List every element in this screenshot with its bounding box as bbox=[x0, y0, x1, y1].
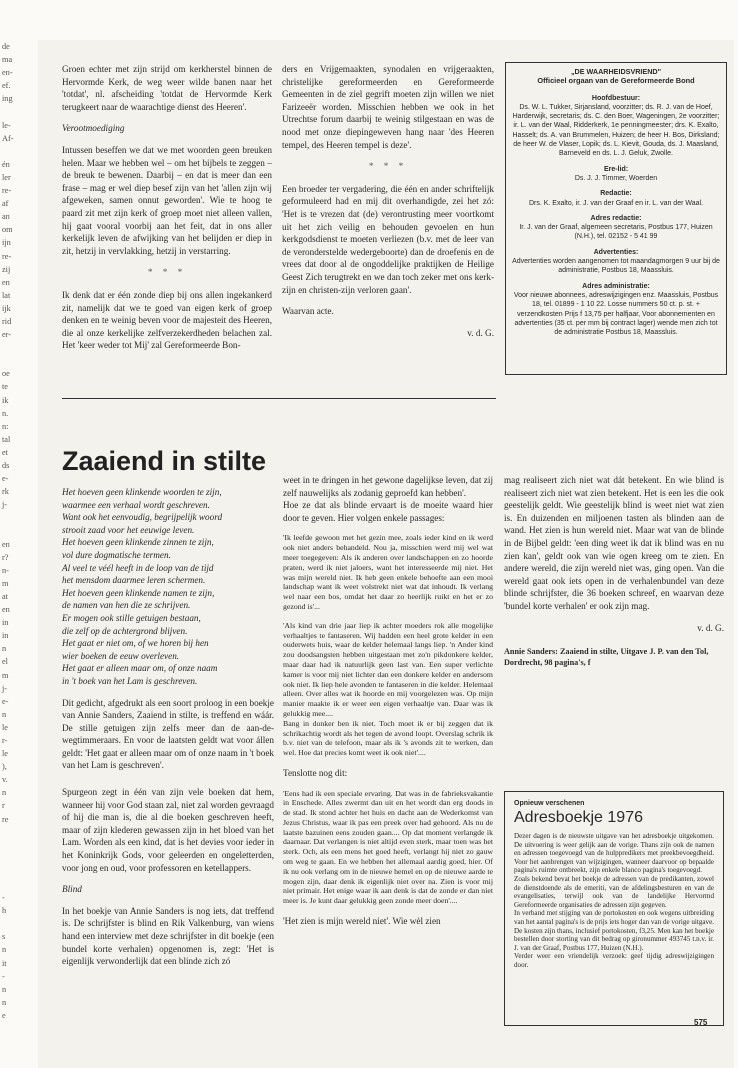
paragraph: Waarvan acte. bbox=[282, 306, 334, 317]
edge-fragment: ds bbox=[2, 461, 10, 470]
edge-fragment: h bbox=[2, 906, 7, 916]
paragraph: Spurgeon zegt in één van zijn vele boeken dat hem, wanneer hij voor God staan zal, niet zal worden gevraagd of hij die man is, die al die boeken geschreven heeft, maar of zijn klederen gewassen zijn in het bloed van het Lam. Worden als een kind, dat is het devies voor ieder in het Koninkrijk Gods, voor geleerden en ongeletterden, voor jong en oud, voor professoren en ketellappers. bbox=[62, 787, 274, 873]
subheading: Verootmoediging bbox=[62, 123, 125, 134]
edge-fragment: m bbox=[2, 670, 9, 680]
edge-fragment: zij bbox=[2, 264, 11, 274]
edge-fragment: tal bbox=[2, 434, 11, 444]
paragraph: Dezer dagen is de nieuwste uitgave van het adresboekje uitgekomen. De uitvoering is weer gelijk aan de vorige. Thans zijn ook de namen en adressen toegevoegd van de hulppredikers met preekbevoegdheid. Voor het aanbrengen van wijzigingen, wanneer daarvoor op bepaalde pagina's ruimte ontbreekt, zijn enkele blanco pagina's toegevoegd. bbox=[514, 832, 714, 875]
article-title: Zaaiend in stilte bbox=[62, 446, 267, 476]
article-column-1 bbox=[62, 486, 274, 977]
masthead-heading: Redactie: bbox=[600, 190, 632, 198]
edge-fragment: n bbox=[2, 709, 7, 719]
edge-fragment: ma bbox=[2, 55, 13, 65]
edge-fragment: n: bbox=[2, 421, 9, 431]
edge-fragment: Af- bbox=[2, 133, 14, 143]
edge-fragment: n bbox=[2, 644, 7, 654]
top-column-2 bbox=[282, 63, 494, 339]
edge-fragment: ijk bbox=[2, 303, 11, 313]
edge-fragment: n. bbox=[2, 408, 9, 418]
masthead-text: Advertenties worden aangenomen tot maandagmorgen 9 uur bij de administratie, Postbus 18, Maassluis. bbox=[512, 258, 720, 275]
edge-fragment: af bbox=[2, 199, 9, 209]
poem-line: de namen van hen die ze schrijven. bbox=[62, 600, 191, 611]
edge-fragment: s bbox=[2, 932, 6, 942]
masthead-box bbox=[505, 62, 727, 375]
edge-fragment bbox=[0, 354, 30, 367]
edge-fragment bbox=[0, 826, 30, 839]
poem-line: vol dure dogmatische termen. bbox=[62, 549, 171, 560]
poem-line: Er mogen ook stille getuigen bestaan, bbox=[62, 612, 201, 623]
poem bbox=[62, 486, 274, 688]
article-column-3 bbox=[504, 474, 724, 668]
paragraph: ders en Vrijgemaakten, synodalen en vrijgeraakten, christelijke gereformeerden en Gereformeerde Gemeenten in de ziel gegrift moeten zijn willen we niet Farizeeër worden. Misschien hebben we ook in het Utrechtse forum daarbij te weinig stilgestaan en was de nood met onze diepingeweven hang naar 'des Heeren tempel, des Heeren tempel is deze'. bbox=[282, 64, 494, 150]
column-rule bbox=[62, 398, 496, 399]
masthead-text: Ds. W. L. Tukker, Sirjansland, voorzitter; ds. R. J. van de Hoef, Harderwijk, secretaris; ds. C. den Boer, Wageningen, 2e voorzitter; ir. L. van der Waal, Ridderkerk, 1e penningmeester; drs. K. Exalto, Hasselt; ds. A. van Brummelen, Huizen; de heer H. Bos, Dirksland; de heer W. de Vlaser, Lopik; ds. L. Kievit, Gouda, ds. J. Maasland, Barneveld en ds. L. J. Geluk, Zwolle. bbox=[512, 103, 720, 158]
paragraph: Ik denk dat er één zonde diep bij ons allen ingekankerd zit, namelijk dat we te goed van eigen kerk of groep denken en te weinig beven voor de majesteit des Heeren, die al onze kerkelijke zelfverzekerdheden belachen zal. Het 'keer weder tot Mij' zal Gereformeerde Bon- bbox=[62, 289, 272, 351]
edge-fragment: re- bbox=[2, 186, 12, 196]
masthead-heading: Ere-lid: bbox=[603, 165, 629, 173]
edge-fragment bbox=[0, 878, 30, 891]
edge-fragment: te bbox=[2, 382, 8, 392]
edge-fragment: r- bbox=[2, 735, 8, 745]
poem-line: Want ook het eenvoudig, begrijpelijk woord bbox=[62, 512, 223, 523]
poem-line: die zelf op de achtergrond blijven. bbox=[62, 625, 188, 636]
paragraph: Groen echter met zijn strijd om kerkherstel binnen de Hervormde Kerk, de weg weer wilde banen naar het 'totdat', nl. afscheiding 'totdat de Hervormde Kerk terugkeert naar de waarachtige dienst des Heeren'. bbox=[62, 64, 272, 112]
edge-fragment: in bbox=[2, 618, 9, 628]
edge-fragment bbox=[0, 524, 30, 537]
edge-fragment: j- bbox=[2, 683, 8, 693]
edge-fragment: in bbox=[2, 631, 9, 641]
edge-fragment: m bbox=[2, 578, 9, 588]
edge-fragment: et bbox=[2, 447, 8, 457]
edge-fragment: at bbox=[2, 591, 8, 601]
poem-line: Het gaat er niet om, of we horen bij hen bbox=[62, 638, 209, 649]
poem-line: het mensdom daarmee leren schermen. bbox=[62, 575, 206, 586]
masthead-heading: Advertenties: bbox=[593, 248, 639, 256]
edge-fragment: e- bbox=[2, 474, 9, 484]
edge-fragment: en- bbox=[2, 68, 13, 78]
subheading: Blind bbox=[62, 884, 82, 895]
edge-fragment: - bbox=[2, 893, 5, 903]
edge-fragment bbox=[0, 917, 30, 930]
adresboekje-title: Adresboekje 1976 bbox=[514, 809, 643, 826]
paragraph: Verder weer een vriendelijk verzoek: geef tijdig adreswijzigingen door. bbox=[514, 952, 714, 969]
edge-fragment bbox=[0, 839, 30, 852]
signature: v. d. G. bbox=[697, 622, 724, 633]
adjacent-page-edge bbox=[0, 40, 30, 1060]
edge-fragment: le bbox=[2, 749, 8, 759]
top-column-1 bbox=[62, 63, 272, 361]
edge-fragment: - bbox=[2, 971, 5, 981]
edge-fragment: re- bbox=[2, 251, 12, 261]
section-divider: * * * bbox=[368, 161, 408, 172]
quote: Bang in donker ben ik niet. Toch moet ik er bij zeggen dat ik schrikachtig wordt als het tegen de avond loopt. Overslag schrik ik b.v. niet van de telefoon, maar als ik 's avonds zit te werken, dan wel. Hoe dat precies komt weet ik ook niet'.... bbox=[283, 718, 493, 758]
masthead-text: Voor nieuwe abonnees, adreswijzigingen enz. Maassluis, Postbus 18, tel. 01899 - 1 10 22. Losse nummers 50 ct. p. st. + verzendkosten Prijs f 13,75 per halfjaar, Voor abonnementen en advertenties (35 ct. per mm bij contract lager) wende men zich tot de administratie Postbus 18, Maassluis. bbox=[513, 291, 719, 337]
edge-fragment: ik bbox=[2, 395, 9, 405]
edge-fragment: le bbox=[2, 722, 8, 732]
masthead-title: „DE WAARHEIDSVRIEND" bbox=[570, 67, 662, 76]
quote: 'Ik leefde gewoon met het gezin mee, zoals ieder kind en ik werd ook niet anders behandeld. Nou ja, misschien werd mij wel wat meer toegegeven: Als ik anderen over landschappen en zo hoorde praten, werd ik niet jaloers, want het interesseerde mij niet. Het was mijn wereld niet. Ik heb geen enkele behoefte aan een mooi landschap want ik weet volstrekt niet wat dat inhoudt. Ik verlang wel naar een bos, omdat het daar zo heerlijk ruikt en het er zo gezond is'... bbox=[283, 533, 493, 611]
edge-fragment: en bbox=[2, 539, 10, 549]
edge-fragment: de bbox=[2, 42, 10, 51]
paragraph: Een broeder ter vergadering, die één en ander schriftelijk geformuleerd had en mij dit overhandigde, zei het zó: 'Het is te vrezen dat (de) verontrusting meer voortkomt uit het zich veilig en behouden gevoelen en hun kerkgodsdienst te moeten verliezen (b.v. met de leer van de veronderstelde wedergeboorte) dan de droefenis en de vrees dat door al de ongoddelijke praktijken de Heilige Geest Zich terugtrekt en we dan toch zeker met ons kerk-zijn en christen-zijn verloren gaan'. bbox=[282, 183, 494, 295]
edge-fragment: r? bbox=[2, 552, 9, 562]
edge-fragment bbox=[0, 852, 30, 865]
poem-line: Het hoeven geen klinkende namen te zijn, bbox=[62, 587, 215, 598]
edge-fragment: n bbox=[2, 997, 7, 1007]
book-credit: Annie Sanders: Zaaiend in stilte, Uitgave J. P. van den Tol, Dordrecht, 98 pagina's, f bbox=[504, 647, 709, 668]
quote: 'Eens had ik een speciale ervaring. Dat was in de fabrieksvakantie in Enschede. Alles zwermt dan uit en het wordt dan erg doods in de stad. Ik stond achter het huis en dacht aan de Wederkomst van Jezus Christus, waar ik pas een preek over had gehoord. Als nu de laatste bazuinen eens zouden gaan.... Op dat moment verlangde ik daarnaar. Dat verlangen is niet altijd even sterk, maar toen was het sterk. Och, als een mens het goed heeft, verlangt hij niet zo gauw om weg te gaan. En we hebben het allemaal aardig goed, hier. Of ik nu ook verlang om in de nieuwe hemel en op de nieuwe aarde te mogen zijn, daar denk ik eigenlijk niet over na. Zien is voor mij niet primair. Het enige waar ik aan denk is dat de zonde er dan niet meer is. Je kunt daar gelukkig geen zonde meer doen'.... bbox=[283, 788, 493, 906]
edge-fragment bbox=[0, 341, 30, 354]
adresboekje-text bbox=[514, 832, 714, 970]
edge-fragment: ), bbox=[2, 762, 7, 772]
poem-line: wier boeken de eeuw overleven. bbox=[62, 650, 180, 661]
paragraph: Zoals bekend bevat het boekje de adressen van de predikanten, zowel de dienstdoende als de emeriti, van de afdelingsbesturen en van de evangelisaties, terwijl ook van de landelijke Hervormd Gereformeerde organisaties de adressen zijn gegeven. bbox=[514, 874, 714, 909]
edge-fragment bbox=[0, 145, 30, 158]
paragraph: mag realiseert zich niet wat dát betekent. En wie blind is realiseert zich niet wat zien betekent. Het is een les die ook geestelijk geldt. Wie geestelijk blind is weet niet wat zien is. En duizenden en miljoenen tasten als blinden aan de wand. Het zien is hun wereld niet. Maar wat van de blinde in de Bijbel geldt: 'een ding weet ik dat ik blind was en nu zien kan', geldt ook van wie ogen kreeg om te zien. En andere wereld, die zijn wereld niet was, ging open. Van die wereld gaat ook iets open in de verhalenbundel van deze blinde schrijfster, die 36 boeken schreef, en waarvan deze 'bundel korte verhalen' er ook zijn mag. bbox=[504, 475, 724, 611]
page-number: 575 bbox=[694, 1018, 708, 1027]
edge-fragment: ing bbox=[2, 94, 13, 104]
edge-fragment bbox=[0, 511, 30, 524]
paragraph: Dit gedicht, afgedrukt als een soort proloog in een boekje van Annie Sanders, Zaaiend in stilte, is treffend en wáár. De stille getuigen zijn zelfs meer dan de aan-de-wegtimmeraars. En voor de laatsten geldt wat voor állen geldt: 'Het gaat er alleen maar om of onze naam in 't boek van het Lam is geschreven'. bbox=[62, 697, 274, 771]
edge-fragment: n bbox=[2, 984, 7, 994]
edge-fragment: el bbox=[2, 657, 8, 667]
paragraph: Hoe ze dat als blinde ervaart is de moeite waard hier door te geven. Hier volgen enkele passages: bbox=[283, 500, 493, 523]
edge-fragment bbox=[0, 865, 30, 878]
edge-fragment: rk bbox=[2, 487, 9, 497]
edge-fragment bbox=[0, 105, 30, 118]
section-divider: * * * bbox=[147, 267, 187, 278]
quote: 'Als kind van drie jaar liep ik achter moeders rok alle mogelijke verhaaltjes te fantaseren. Wij hadden een heel grote kelder in een ouderwets huis, waar de kelder helemaal langs liep. 'n Ander kind zou doodsangsten hebben uitgestaan met zo'n pikdonkere kelder, maar daar had ik natuurlijk geen last van. Een super verlichte kamer is voor mij niet lichter dan een donkere kelder en andersom ook niet. Ik liep hele avonden te fantaseren in die kelder. Helemaal alleen. Over alles wat ik hoorde en mij voorgelezen was. Op mijn manier maakte ik er weer een eigen verhaaltje van. Daar was ik gelukkig mee.... bbox=[283, 620, 493, 718]
edge-fragment: e- bbox=[2, 696, 9, 706]
edge-fragment: én bbox=[2, 159, 10, 169]
edge-fragment: it bbox=[2, 958, 7, 968]
adresboekje-label: Opnieuw verschenen bbox=[514, 800, 585, 807]
edge-fragment: ler bbox=[2, 172, 11, 182]
masthead-text: Ir. J. van der Graaf, algemeen secretaris, Postbus 177, Huizen (N.H.), tel. 02152 - 5 41 99 bbox=[519, 224, 713, 241]
edge-fragment: n- bbox=[2, 565, 9, 575]
poem-line: in 't boek van het Lam is geschreven. bbox=[62, 675, 198, 686]
poem-line: Het hoeven geen klinkende woorden te zijn, bbox=[62, 487, 222, 497]
edge-fragment: r bbox=[2, 801, 5, 811]
masthead-heading: Adres redactie: bbox=[590, 214, 642, 222]
edge-fragment: ijn bbox=[2, 238, 11, 248]
paragraph: Intussen beseffen we dat we met woorden geen breuken helen. Maar we hebben wel – om het bijbels te zeggen – de breuk te bewenen. Daarbij – en dat is meer dan een frase – mag er wel diep besef zijn van het 'allen zijn wij afgeweken, samen onnut geworden'. Wie te hoog te paard zit met zijn kerk of groep moet niet alleen vallen, hij gaat vooral voorbij aan het feit, dat in ons aller kerkelijk leven de afwijking van het belijden er diep in zit, hetzij in vervlakking, hetzij in verstarring. bbox=[62, 144, 272, 256]
edge-fragment: re bbox=[2, 814, 9, 824]
poem-line: Het gaat er alleen maar om, of onze naam bbox=[62, 663, 218, 674]
masthead-heading: Hoofdbestuur: bbox=[591, 94, 641, 102]
poem-line: strooit zaad voor het eeuwige leven. bbox=[62, 524, 195, 535]
edge-fragment: n bbox=[2, 788, 7, 798]
edge-fragment: en bbox=[2, 277, 10, 287]
edge-fragment: rid bbox=[2, 316, 12, 326]
edge-fragment: oe bbox=[2, 369, 10, 379]
edge-fragment: n bbox=[2, 945, 7, 955]
paragraph: 'Het zien is mijn wereld niet'. Wie wèl zien bbox=[283, 916, 441, 927]
masthead-text: Drs. K. Exalto, ir. J. van der Graaf en ir. L. van der Waal. bbox=[528, 199, 704, 207]
paragraph: Tenslotte nog dit: bbox=[283, 767, 348, 778]
poem-line: waarmee een verhaal wordt geschreven. bbox=[62, 499, 210, 510]
edge-fragment: e bbox=[2, 1010, 6, 1020]
poem-line: Het hoeven geen klinkende zinnen te zijn, bbox=[62, 537, 214, 548]
edge-fragment: er- bbox=[2, 330, 12, 340]
adresboekje-box bbox=[504, 791, 724, 1026]
article-column-2 bbox=[283, 474, 493, 937]
edge-fragment: lat bbox=[2, 290, 11, 300]
edge-fragment: v. bbox=[2, 775, 8, 785]
signature: v. d. G. bbox=[467, 327, 494, 338]
paragraph: In het boekje van Annie Sanders is nog iets, dat treffend is. De schrijfster is blind en Rik Valkenburg, van wiens hand een interview met deze schrijfster in dit boekje (een bundel korte verhalen) opgenomen is, zegt: 'Het is eigenlijk verwonderlijk dat een blinde zich zó bbox=[62, 905, 274, 967]
edge-fragment: an bbox=[2, 212, 10, 222]
edge-fragment: om bbox=[2, 225, 13, 235]
edge-fragment: j- bbox=[2, 500, 8, 510]
masthead-heading: Adres administratie: bbox=[582, 282, 650, 290]
masthead-subtitle: Officieel orgaan van de Gereformeerde Bond bbox=[537, 76, 695, 86]
edge-fragment: le- bbox=[2, 120, 11, 130]
edge-fragment: ef. bbox=[2, 81, 11, 91]
poem-line: Al veel te véél heeft in de loop van de tijd bbox=[62, 562, 214, 573]
masthead-text: Ds. J. J. Timmer, Woerden bbox=[574, 174, 658, 182]
paragraph: weet in te dringen in het gewone dagelijkse leven, dat zij zelf nauwelijks als zodanig geproefd kan hebben'. bbox=[283, 475, 493, 498]
edge-fragment: en bbox=[2, 605, 10, 615]
paragraph: In verband met stijging van de portokosten en ook wegens uitbreiding van het aantal pagina's is de prijs iets hoger dan van de vorige uitgave. De kosten zijn thans, inclusief portokosten, f3,25. Men kan het boekje bestellen door storting van dit bedrag op gironummer 493745 t.n.v. ir. J. van der Graaf, Postbus 177, Huizen (N.H.). bbox=[514, 909, 714, 952]
